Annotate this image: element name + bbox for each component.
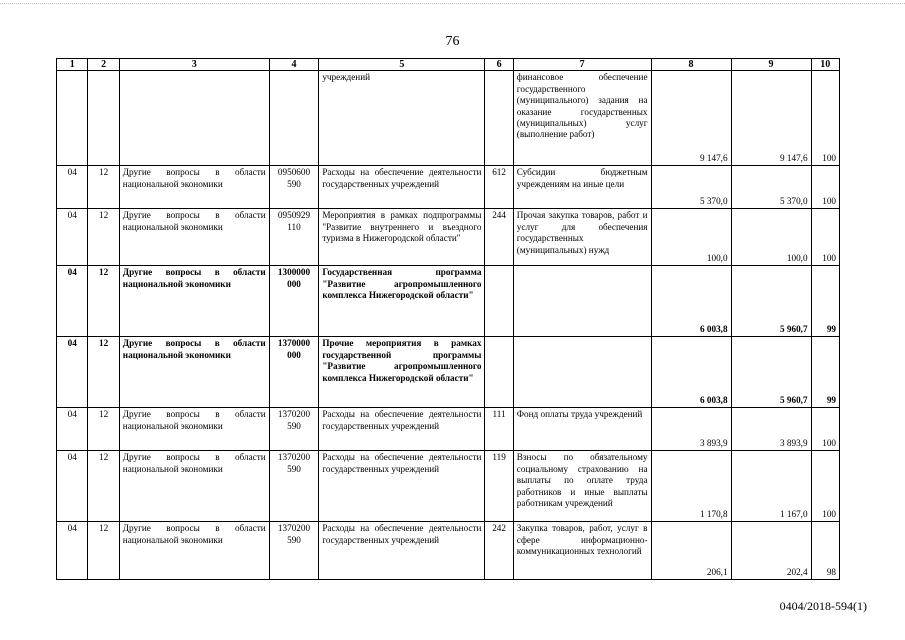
execution-percent: 99 — [811, 266, 839, 337]
subsection-code: 12 — [88, 266, 119, 337]
planned-amount: 6 003,8 — [651, 337, 731, 408]
actual-amount: 1 167,0 — [731, 451, 811, 522]
expense-type-name — [513, 266, 651, 337]
target-article-code: 1370200 590 — [269, 451, 319, 522]
subsection-code: 12 — [88, 337, 119, 408]
target-article-name: Государственная программа "Развитие агропромышленного комплекса Нижегородской области" — [319, 266, 485, 337]
column-header-7: 7 — [513, 59, 651, 71]
column-header-3: 3 — [119, 59, 269, 71]
expense-type-code: 111 — [485, 408, 513, 451]
target-article-name: Расходы на обеспечение деятельности государственных учреждений — [319, 408, 485, 451]
section-name — [119, 71, 269, 166]
budget-table — [56, 58, 840, 580]
section-code — [57, 71, 88, 166]
execution-percent: 99 — [811, 337, 839, 408]
column-header-1: 1 — [57, 59, 88, 71]
expense-type-name: Взносы по обязательному социальному страхованию на выплаты по оплате труда работников и иные выплаты работникам учреждений — [513, 451, 651, 522]
execution-percent: 100 — [811, 408, 839, 451]
section-code: 04 — [57, 522, 88, 580]
planned-amount: 206,1 — [651, 522, 731, 580]
execution-percent: 100 — [811, 451, 839, 522]
expense-type-code: 244 — [485, 209, 513, 266]
table-row — [57, 337, 840, 408]
expense-type-name: Прочая закупка товаров, работ и услуг для обеспечения государственных (муниципальных) нужд — [513, 209, 651, 266]
expense-type-code: 119 — [485, 451, 513, 522]
section-name: Другие вопросы в области национальной экономики — [119, 522, 269, 580]
table-body — [57, 59, 840, 580]
section-code: 04 — [57, 209, 88, 266]
column-header-4: 4 — [269, 59, 319, 71]
planned-amount: 3 893,9 — [651, 408, 731, 451]
expense-type-code — [485, 71, 513, 166]
actual-amount: 9 147,6 — [731, 71, 811, 166]
section-name: Другие вопросы в области национальной экономики — [119, 337, 269, 408]
expense-type-name: Субсидии бюджетным учреждениям на иные цели — [513, 166, 651, 209]
section-name: Другие вопросы в области национальной экономики — [119, 209, 269, 266]
actual-amount: 5 960,7 — [731, 337, 811, 408]
subsection-code: 12 — [88, 522, 119, 580]
target-article-code: 0950600 590 — [269, 166, 319, 209]
planned-amount: 100,0 — [651, 209, 731, 266]
planned-amount: 9 147,6 — [651, 71, 731, 166]
target-article-code: 1370200 590 — [269, 408, 319, 451]
column-header-2: 2 — [88, 59, 119, 71]
target-article-code: 0950929 110 — [269, 209, 319, 266]
expense-type-name — [513, 337, 651, 408]
column-header-8: 8 — [651, 59, 731, 71]
table-row — [57, 451, 840, 522]
page-number: 76 — [445, 34, 460, 49]
subsection-code — [88, 71, 119, 166]
section-name: Другие вопросы в области национальной экономики — [119, 266, 269, 337]
actual-amount: 5 960,7 — [731, 266, 811, 337]
table-row — [57, 522, 840, 580]
section-name: Другие вопросы в области национальной экономики — [119, 408, 269, 451]
actual-amount: 100,0 — [731, 209, 811, 266]
actual-amount: 3 893,9 — [731, 408, 811, 451]
table-row — [57, 408, 840, 451]
planned-amount: 6 003,8 — [651, 266, 731, 337]
subsection-code: 12 — [88, 166, 119, 209]
subsection-code: 12 — [88, 209, 119, 266]
expense-type-code: 612 — [485, 166, 513, 209]
column-header-10: 10 — [811, 59, 839, 71]
expense-type-name: финансовое обеспечение государственного (муниципального) задания на оказание государственных (муниципальных) услуг (выполнение работ) — [513, 71, 651, 166]
header-row — [57, 59, 840, 71]
target-article-name: Расходы на обеспечение деятельности государственных учреждений — [319, 451, 485, 522]
table-row — [57, 166, 840, 209]
section-code: 04 — [57, 451, 88, 522]
column-header-6: 6 — [485, 59, 513, 71]
section-name: Другие вопросы в области национальной экономики — [119, 166, 269, 209]
subsection-code: 12 — [88, 408, 119, 451]
target-article-code — [269, 71, 319, 166]
execution-percent: 100 — [811, 209, 839, 266]
target-article-name: Расходы на обеспечение деятельности государственных учреждений — [319, 522, 485, 580]
expense-type-name: Фонд оплаты труда учреждений — [513, 408, 651, 451]
section-code: 04 — [57, 266, 88, 337]
column-header-5: 5 — [319, 59, 485, 71]
section-name: Другие вопросы в области национальной экономики — [119, 451, 269, 522]
planned-amount: 5 370,0 — [651, 166, 731, 209]
top-border-line — [0, 3, 905, 4]
table-row — [57, 71, 840, 166]
document-code: 0404/2018-594(1) — [779, 599, 867, 613]
table-row — [57, 266, 840, 337]
expense-type-code — [485, 266, 513, 337]
expense-type-code — [485, 337, 513, 408]
execution-percent: 100 — [811, 166, 839, 209]
planned-amount: 1 170,8 — [651, 451, 731, 522]
expense-type-code: 242 — [485, 522, 513, 580]
expense-type-name: Закупка товаров, работ, услуг в сфере информационно-коммуникационных технологий — [513, 522, 651, 580]
actual-amount: 202,4 — [731, 522, 811, 580]
actual-amount: 5 370,0 — [731, 166, 811, 209]
target-article-code: 1300000 000 — [269, 266, 319, 337]
target-article-name: учреждений — [319, 71, 485, 166]
column-header-9: 9 — [731, 59, 811, 71]
section-code: 04 — [57, 408, 88, 451]
execution-percent: 98 — [811, 522, 839, 580]
target-article-name: Прочие мероприятия в рамках государственной программы "Развитие агропромышленного комплекса Нижегородской области" — [319, 337, 485, 408]
target-article-name: Расходы на обеспечение деятельности государственных учреждений — [319, 166, 485, 209]
execution-percent: 100 — [811, 71, 839, 166]
section-code: 04 — [57, 166, 88, 209]
target-article-code: 1370200 590 — [269, 522, 319, 580]
subsection-code: 12 — [88, 451, 119, 522]
target-article-code: 1370000 000 — [269, 337, 319, 408]
table-row — [57, 209, 840, 266]
section-code: 04 — [57, 337, 88, 408]
target-article-name: Мероприятия в рамках подпрограммы "Развитие внутреннего и въездного туризма в Нижегородской области" — [319, 209, 485, 266]
